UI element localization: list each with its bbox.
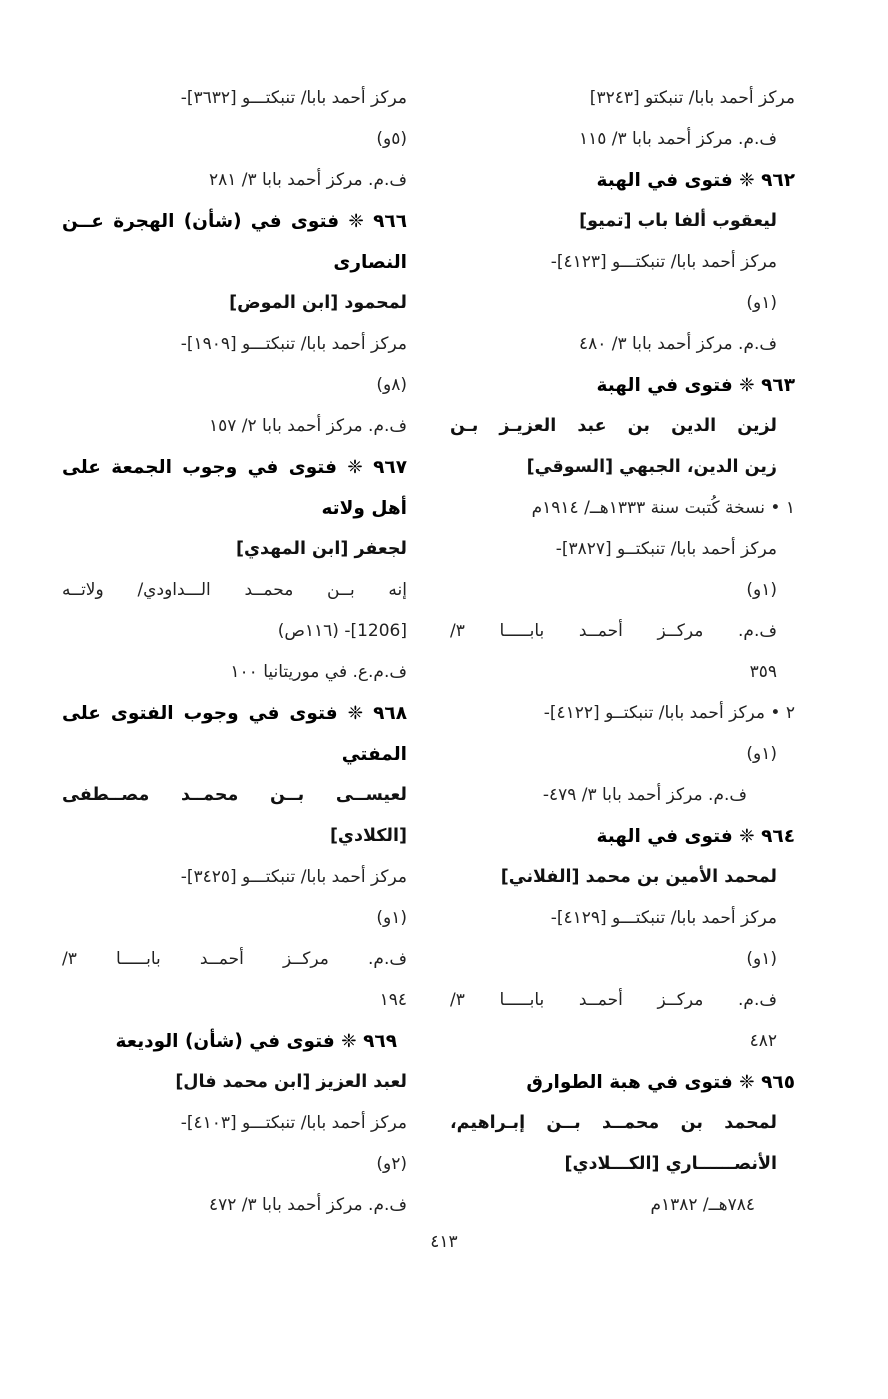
- author-line: الأنصــــــاري [الكـــلادي]: [564, 1154, 777, 1174]
- reference-line: ٣٥٩: [749, 662, 777, 682]
- location-line: مركز أحمد بابا/ تنبكتو [٣٢٤٣]: [589, 88, 795, 108]
- entry-heading-966: ٩٦٦ ❈ فتوى في (شأن) الهجرة عــن: [62, 211, 407, 232]
- folio-line: (١و): [376, 908, 407, 928]
- entry-heading-963: ٩٦٣ ❈ فتوى في الهبة: [596, 375, 795, 396]
- author-line: لمحمد الأمين بن محمد [الفلاني]: [500, 867, 777, 887]
- location-line: مركز أحمد بابا/ تنبكتــو [٣٨٢٧]-: [555, 539, 777, 559]
- author-line: لمحمود [ابن الموض]: [229, 293, 407, 313]
- reference-line: ف.م.ع. في موريتانيا ١٠٠: [230, 662, 407, 682]
- location-line: إنه بــن محمــد الـــداودي/ ولاتــه: [62, 580, 407, 600]
- author-line: [الكلادي]: [329, 826, 407, 846]
- date-line: ٧٨٤هــ/ ١٣٨٢م: [650, 1195, 755, 1215]
- author-line: لعبد العزيز [ابن محمد فال]: [175, 1072, 407, 1092]
- folio-line: (٢و): [376, 1154, 407, 1174]
- entry-heading-968: ٩٦٨ ❈ فتوى في وجوب الفتوى على: [62, 703, 407, 724]
- copy-line: ١ • نسخة كُتبت سنة ١٣٣٣هــ/ ١٩١٤م: [531, 498, 795, 518]
- copy-line: ٢ • مركز أحمد بابا/ تنبكتــو [٤١٢٢]-: [543, 703, 795, 723]
- page-number: ٤١٣: [430, 1232, 458, 1252]
- folio-line: (١و): [746, 949, 777, 969]
- entry-heading-962: ٩٦٢ ❈ فتوى في الهبة: [596, 170, 795, 191]
- entry-heading-continuation: أهل ولاته: [321, 498, 407, 519]
- author-line: لجعفر [ابن المهدي]: [235, 539, 407, 559]
- author-line: زين الدين، الجبهي [السوقي]: [526, 457, 777, 477]
- location-line: مركز أحمد بابا/ تنبكتـــو [٤١٠٣]-: [180, 1113, 407, 1133]
- location-line: مركز أحمد بابا/ تنبكتـــو [٤١٢٣]-: [550, 252, 777, 272]
- entry-heading-969: ٩٦٩ ❈ فتوى في (شأن) الوديعة: [115, 1031, 397, 1052]
- reference-line: ف.م. مركز أحمد بابا ٣/ ٤٧٩-: [542, 785, 747, 805]
- entry-heading-continuation: المفتي: [341, 744, 407, 765]
- reference-line: ٤٨٢: [749, 1031, 777, 1051]
- folio-line: [1206]- (١١٦ص): [277, 621, 407, 641]
- author-line: لمحمد بن محمــد بــن إبـراهيم،: [450, 1113, 777, 1133]
- folio-line: (٨و): [376, 375, 407, 395]
- folio-line: (١و): [746, 293, 777, 313]
- folio-line: (١و): [746, 744, 777, 764]
- folio-line: (١و): [746, 580, 777, 600]
- reference-line: ١٩٤: [379, 990, 407, 1010]
- reference-line: ف.م. مركز أحمد بابا ٣/ ٤٨٠: [578, 334, 777, 354]
- location-line: مركز أحمد بابا/ تنبكتـــو [٣٦٣٢]-: [180, 88, 407, 108]
- folio-line: (٥و): [376, 129, 407, 149]
- location-line: مركز أحمد بابا/ تنبكتـــو [٣٤٢٥]-: [180, 867, 407, 887]
- author-line: لزين الدين بن عبد العزيـز بـن: [450, 416, 777, 436]
- reference-line: ف.م. مركز أحمد بابا ٣/ ٢٨١: [208, 170, 407, 190]
- reference-line: ف.م. مركز أحمد بابا ٣/ ٤٧٢: [208, 1195, 407, 1215]
- entry-heading-965: ٩٦٥ ❈ فتوى في هبة الطوارق: [526, 1072, 795, 1093]
- reference-line: ف.م. مركــز أحمــد بابـــــا ٣/: [450, 990, 777, 1010]
- reference-line: ف.م. مركــز أحمــد بابـــــا ٣/: [450, 621, 777, 641]
- reference-line: ف.م. مركــز أحمــد بابـــــا ٣/: [62, 949, 407, 969]
- reference-line: ف.م. مركز أحمد بابا ٣/ ١١٥: [578, 129, 777, 149]
- entry-heading-967: ٩٦٧ ❈ فتوى في وجوب الجمعة على: [62, 457, 407, 478]
- right-column: [450, 78, 795, 1226]
- author-line: لعيســى بــن محمــد مصــطفى: [62, 785, 407, 805]
- location-line: مركز أحمد بابا/ تنبكتـــو [١٩٠٩]-: [180, 334, 407, 354]
- reference-line: ف.م. مركز أحمد بابا ٢/ ١٥٧: [208, 416, 407, 436]
- author-line: ليعقوب ألفا باب [تميو]: [579, 211, 777, 231]
- left-column: [62, 78, 407, 1226]
- entry-heading-continuation: النصارى: [333, 252, 407, 273]
- entry-heading-964: ٩٦٤ ❈ فتوى في الهبة: [596, 826, 795, 847]
- location-line: مركز أحمد بابا/ تنبكتـــو [٤١٢٩]-: [550, 908, 777, 928]
